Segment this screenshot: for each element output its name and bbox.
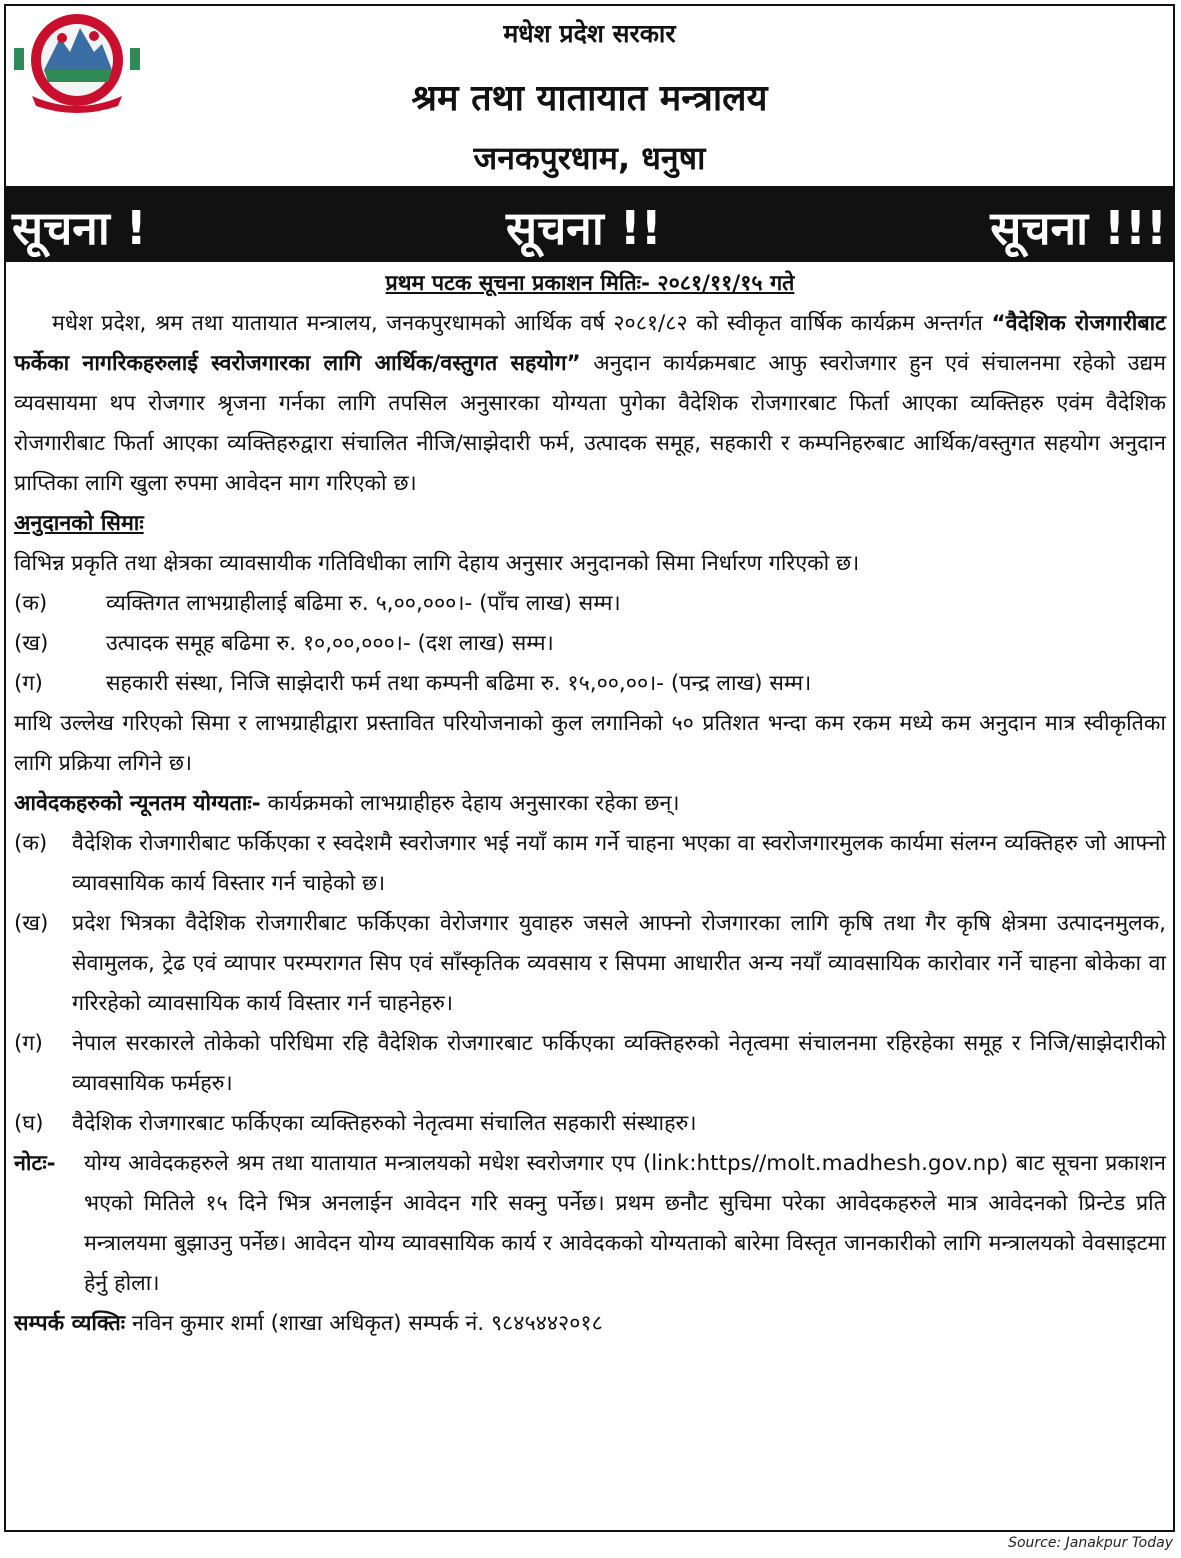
list-text: व्यक्तिगत लाभग्राहीलाई बढिमा रु. ५,००,०००।- (पाँच लाख) सम्म। <box>106 591 621 616</box>
contact-label: सम्पर्क व्यक्तिः <box>14 1311 126 1336</box>
contact-text: नविन कुमार शर्मा (शाखा अधिकृत) सम्पर्क नं. ९८४५४४२०१८ <box>125 1311 603 1336</box>
list-label: (ग) <box>14 1031 43 1056</box>
list-text: प्रदेश भित्रका वैदेशिक रोजगारीबाट फर्किएका वेरोजगार युवाहरु जसले आफ्नो रोजगारका लागि कृषि तथा गैर कृषि क्षेत्रमा उत्पादनमुलक, सेवामुलक, ट्रेढ एवं व्यापार परम्परागत सिप एवं साँस्कृतिक व्यवसाय र सिपमा आधारीत अन्य नयाँ व्यावसायिक कारोवार गर्ने चाहना बोकेका वा गरिरहेको व्यावसायिक कार्य विस्तार गर्न चाहनेहरु। <box>72 911 1166 1016</box>
list-text: नेपाल सरकारले तोकेको परिधिमा रहि वैदेशिक रोजगारबाट फर्किएका व्यक्तिहरुको नेतृत्वमा संचालनमा रहिरहेका समूह र निजि/साझेदारीको व्यावसायिक फर्महरु। <box>72 1031 1166 1096</box>
list-item <box>14 1104 1166 1144</box>
list-label: (क) <box>14 831 48 856</box>
banner-center: सूचना !! <box>506 201 662 255</box>
publish-date <box>14 264 1166 304</box>
intro-part1: मधेश प्रदेश, श्रम तथा यातायात मन्त्रालय, जनकपुरधामको आर्थिक वर्ष २०८१/८२ को स्वीकृत वार्षिक कार्यक्रम अन्तर्गत <box>52 311 992 336</box>
list-label: (ख) <box>14 911 49 936</box>
government-title: मधेश प्रदेश सरकार <box>503 19 676 48</box>
header <box>6 6 1173 186</box>
limit-footer: माथि उल्लेख गरिएको सिमा र लाभग्राहीद्वारा प्रस्तावित परियोजनाको कुल लगानिको ५० प्रतिशत भन्दा कम रकम मध्ये कम अनुदान मात्र स्वीकृतिका लागि प्रक्रिया लगिने छ। <box>14 711 1166 776</box>
banner-right: सूचना !!! <box>990 201 1167 255</box>
list-item <box>14 1024 1166 1104</box>
limit-heading: अनुदानको सिमाः <box>14 511 144 536</box>
eligibility-heading-line <box>14 784 1166 824</box>
list-item <box>14 584 1166 624</box>
list-item <box>14 904 1166 1024</box>
note-text: योग्य आवेदकहरुले श्रम तथा यातायात मन्त्रालयको मधेश स्वरोजगार एप (link:https//molt.madhesh.gov.np) बाट सूचना प्रकाशन भएको मितिले १५ दिने भित्र अनलाईन आवेदन गरि सक्नु पर्नेछ। प्रथम छनौट सुचिमा परेका आवेदकहरुले मात्र आवेदनको प्रिन्टेड प्रति मन्त्रालयमा बुझाउनु पर्नेछ। आवेदन योग्य व्यावसायिक कार्य र आवेदकको योग्यताको बारेमा विस्तृत जानकारीको लागि मन्त्रालयको वेवसाइटमा हेर्नु होला। <box>84 1151 1166 1296</box>
list-item <box>14 664 1166 704</box>
note-block <box>14 1144 1166 1304</box>
publish-date-text: प्रथम पटक सूचना प्रकाशन मितिः- २०८१/११/१५ गते <box>385 271 795 296</box>
notice-banner <box>6 186 1173 262</box>
list-label: (ख) <box>14 631 49 656</box>
list-text: उत्पादक समूह बढिमा रु. १०,००,०००।- (दश लाख) सम्म। <box>106 631 554 656</box>
list-label: (घ) <box>14 1111 44 1136</box>
list-text: वैदेशिक रोजगारीबाट फर्किएका र स्वदेशमै स्वरोजगार भई नयाँ काम गर्ने चाहना भएका वा स्वरोजगारमुलक कार्यमा संलग्न व्यक्तिहरु जो आफ्नो व्यावसायिक कार्य विस्तार गर्न चाहेको छ। <box>72 831 1166 896</box>
intro-part2: अनुदान कार्यक्रमबाट आफु स्वरोजगार हुन एवं संचालनमा रहेको उद्यम व्यवसायमा थप रोजगार श्रृजना गर्नका लागि तपसिल अनुसारका योग्यता पुगेका वैदेशिक रोजगारबाट फिर्ता आएका व्यक्तिहरु एवंम वैदेशिक रोजगारीबाट फिर्ता आएका व्यक्तिहरुद्वारा संचालित नीजि/साझेदारी फर्म, उत्पादक समूह, सहकारी र कम्पनिहरुबाट आर्थिक/वस्तुगत सहयोग अनुदान प्राप्तिका लागि खुला रुपमा आवेदन माग गरिएको छ। <box>14 351 1166 496</box>
banner-left: सूचना ! <box>12 201 147 255</box>
notice-frame <box>4 4 1175 1532</box>
list-text: वैदेशिक रोजगारबाट फर्किएका व्यक्तिहरुको नेतृत्वमा संचालित सहकारी संस्थाहरु। <box>72 1111 697 1136</box>
list-label: (ग) <box>14 671 43 696</box>
source-credit: Source: Janakpur Today <box>1008 1535 1173 1551</box>
note-label: नोटः- <box>14 1151 56 1176</box>
place-title: जनकपुरधाम, धनुषा <box>473 139 706 177</box>
list-label: (क) <box>14 591 48 616</box>
list-item <box>14 824 1166 904</box>
list-item <box>14 624 1166 664</box>
list-text: सहकारी संस्था, निजि साझेदारी फर्म तथा कम्पनी बढिमा रु. १५,००,००।- (पन्द्र लाख) सम्म। <box>106 671 812 696</box>
contact-line <box>14 1304 1166 1344</box>
notice-body <box>14 264 1166 1344</box>
limit-intro: विभिन्न प्रकृति तथा क्षेत्रका व्यावसायीक गतिविधीका लागि देहाय अनुसार अनुदानको सिमा निर्धारण गरिएको छ। <box>14 551 860 576</box>
eligibility-intro: कार्यक्रमको लाभग्राहीहरु देहाय अनुसारका रहेका छन्। <box>260 791 680 816</box>
eligibility-heading: आवेदकहरुको न्यूनतम योग्यताः- <box>14 791 261 816</box>
intro-paragraph <box>14 304 1166 504</box>
program-name: “वैदेशिक रोजगारीबाट फर्केका नागरिकहरुलाई स्वरोजगारका लागि आर्थिक/वस्तुगत सहयोग” <box>14 311 1167 376</box>
ministry-title: श्रम तथा यातायात मन्त्रालय <box>411 78 768 119</box>
